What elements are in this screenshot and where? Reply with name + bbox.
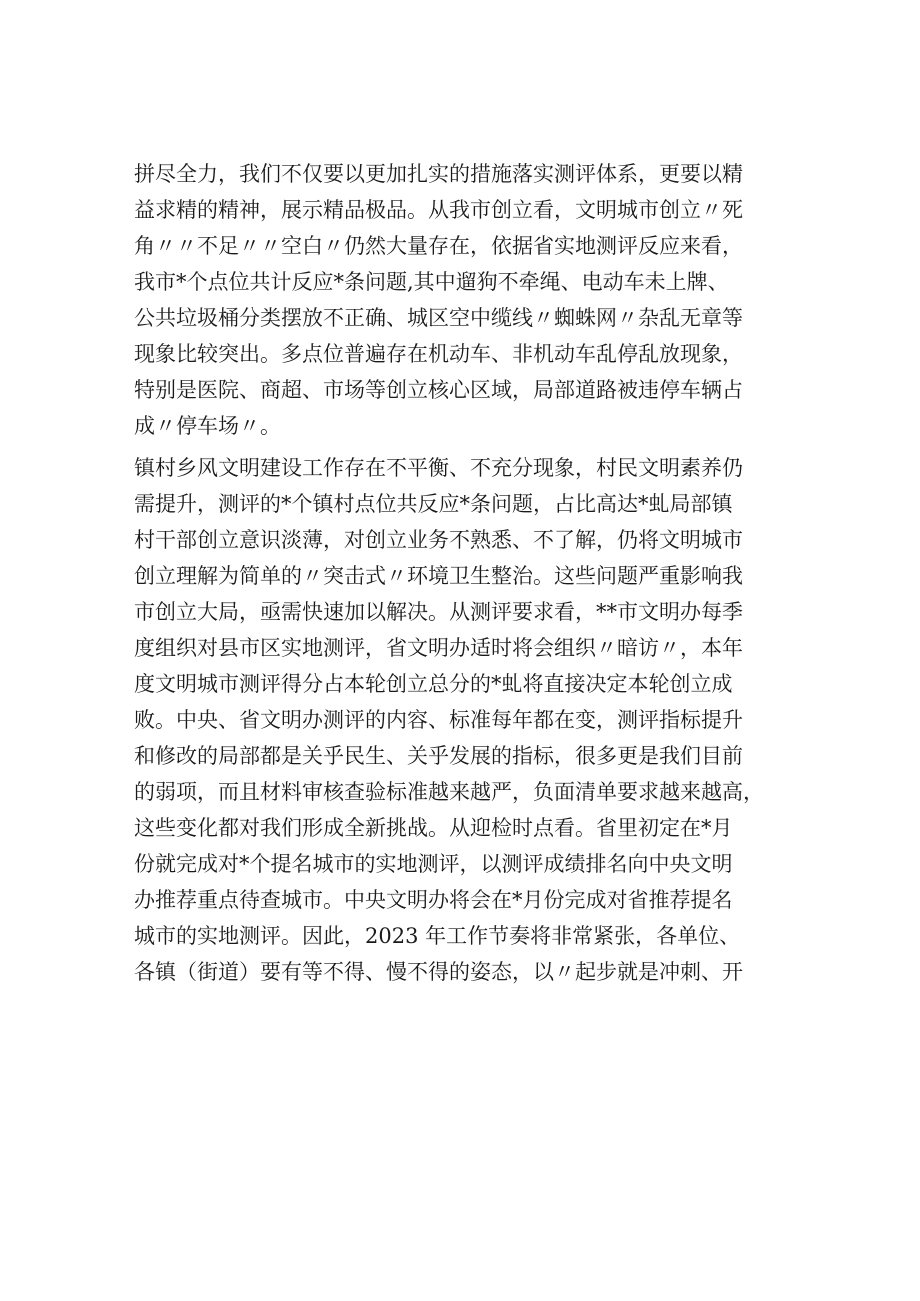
text-line: 度组织对县市区实地测评，省文明办适时将会组织〃暗访〃，本年 (134, 636, 743, 660)
text-line: 我市*个点位共计反应*条问题,其中遛狗不牵绳、电动车未上牌、 (134, 270, 729, 294)
paragraph-2 (134, 450, 794, 990)
text-line: 办推荐重点待查城市。中央文明办将会在*月份完成对省推荐提名 (134, 888, 733, 912)
text-line: 度文明城市测评得分占本轮创立总分的*虬将直接决定本轮创立成 (134, 672, 733, 696)
text-line: 市创立大局，亟需快速加以解决。从测评要求看，**市文明办每季 (134, 600, 743, 624)
text-line: 需提升，测评的*个镇村点位共反应*条问题，占比高达*虬局部镇 (134, 492, 733, 516)
text-line: 角〃〃不足〃〃空白〃仍然大量存在，依据省实地测评反应来看， (134, 234, 743, 258)
text-line: 公共垃圾桶分类摆放不正确、城区空中缆线〃蜘蛛网〃杂乱无章等 (134, 306, 743, 330)
text-line: 特别是医院、商超、市场等创立核心区域，局部道路被违停车辆占 (134, 378, 743, 402)
text-line: 败。中央、省文明办测评的内容、标准每年都在变，测评指标提升 (134, 708, 743, 732)
text-line: 成〃停车场〃。 (134, 414, 281, 438)
text-line: 现象比较突出。多点位普遍存在机动车、非机动车乱停乱放现象， (134, 342, 743, 366)
text-line: 各镇（街道）要有等不得、慢不得的姿态，以〃起步就是冲刺、开 (134, 960, 743, 984)
text-line: 拼尽全力，我们不仅要以更加扎实的措施落实测评体系，更要以精 (134, 162, 743, 186)
document-body (134, 156, 794, 990)
text-line: 益求精的精神，展示精品极品。从我市创立看，文明城市创立〃死 (134, 198, 743, 222)
text-line: 创立理解为简单的〃突击式〃环境卫生整治。这些问题严重影响我 (134, 564, 743, 588)
text-line: 这些变化都对我们形成全新挑战。从迎检时点看。省里初定在*月 (134, 816, 733, 840)
text-line: 的弱项，而且材料审核查验标准越来越严，负面清单要求越来越高， (134, 780, 764, 804)
paragraph-1 (134, 156, 794, 444)
text-line: 镇村乡风文明建设工作存在不平衡、不充分现象，村民文明素养仍 (134, 456, 743, 480)
text-line: 份就完成对*个提名城市的实地测评，以测评成绩排名向中央文明 (134, 852, 733, 876)
text-line: 和修改的局部都是关乎民生、关乎发展的指标，很多更是我们目前 (134, 744, 743, 768)
text-line: 村干部创立意识淡薄，对创立业务不熟悉、不了解，仍将文明城市 (134, 528, 743, 552)
text-line: 城市的实地测评。因此，2023 年工作节奏将非常紧张，各单位、 (134, 924, 741, 948)
